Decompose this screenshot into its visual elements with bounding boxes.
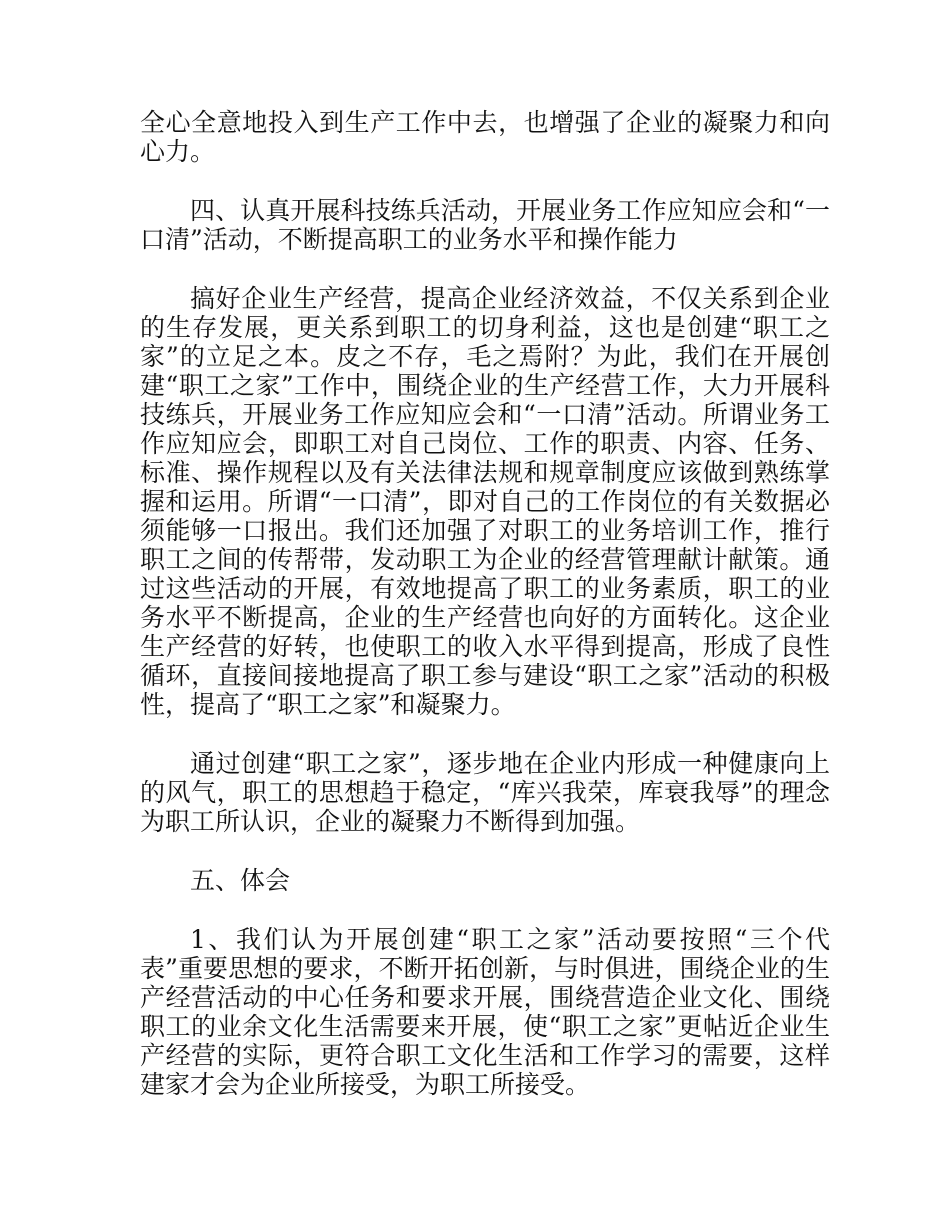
section-heading-four: 四、认真开展科技练兵活动，开展业务工作应知应会和“一口清”活动，不断提高职工的业务水平和操作能力 — [140, 196, 830, 254]
document-body — [140, 108, 830, 1099]
paragraph-workers-home-result: 通过创建“职工之家”，逐步地在企业内形成一种健康向上的风气，职工的思想趋于稳定，“库兴我荣，库衰我辱”的理念为职工所认识，企业的凝聚力不断得到加强。 — [140, 749, 830, 836]
paragraph-business-training: 搞好企业生产经营，提高企业经济效益，不仅关系到企业的生存发展，更关系到职工的切身利益，这也是创建“职工之家”的立足之本。皮之不存，毛之焉附？为此，我们在开展创建“职工之家”工作中，围绕企业的生产经营工作，大力开展科技练兵，开展业务工作应知应会和“一口清”活动。所谓业务工作应知应会，即职工对自己岗位、工作的职责、内容、任务、标准、操作规程以及有关法律法规和规章制度应该做到熟练掌握和运用。所谓“一口清”，即对自己的工作岗位的有关数据必须能够一口报出。我们还加强了对职工的业务培训工作，推行职工之间的传帮带，发动职工为企业的经营管理献计献策。通过这些活动的开展，有效地提高了职工的业务素质，职工的业务水平不断提高，企业的生产经营也向好的方面转化。这企业生产经营的好转，也使职工的收入水平得到提高，形成了良性循环，直接间接地提高了职工参与建设“职工之家”活动的积极性，提高了“职工之家”和凝聚力。 — [140, 284, 830, 719]
paragraph-continuation: 全心全意地投入到生产工作中去，也增强了企业的凝聚力和向心力。 — [140, 108, 830, 166]
paragraph-experience-one: 1、我们认为开展创建“职工之家”活动要按照“三个代表”重要思想的要求，不断开拓创新，与时俱进，围绕企业的生产经营活动的中心任务和要求开展，围绕营造企业文化、围绕职工的业余文化生活需要来开展，使“职工之家”更帖近企业生产经营的实际，更符合职工文化生活和工作学习的需要，这样建家才会为企业所接受，为职工所接受。 — [140, 925, 830, 1099]
section-heading-five: 五、体会 — [190, 866, 291, 895]
